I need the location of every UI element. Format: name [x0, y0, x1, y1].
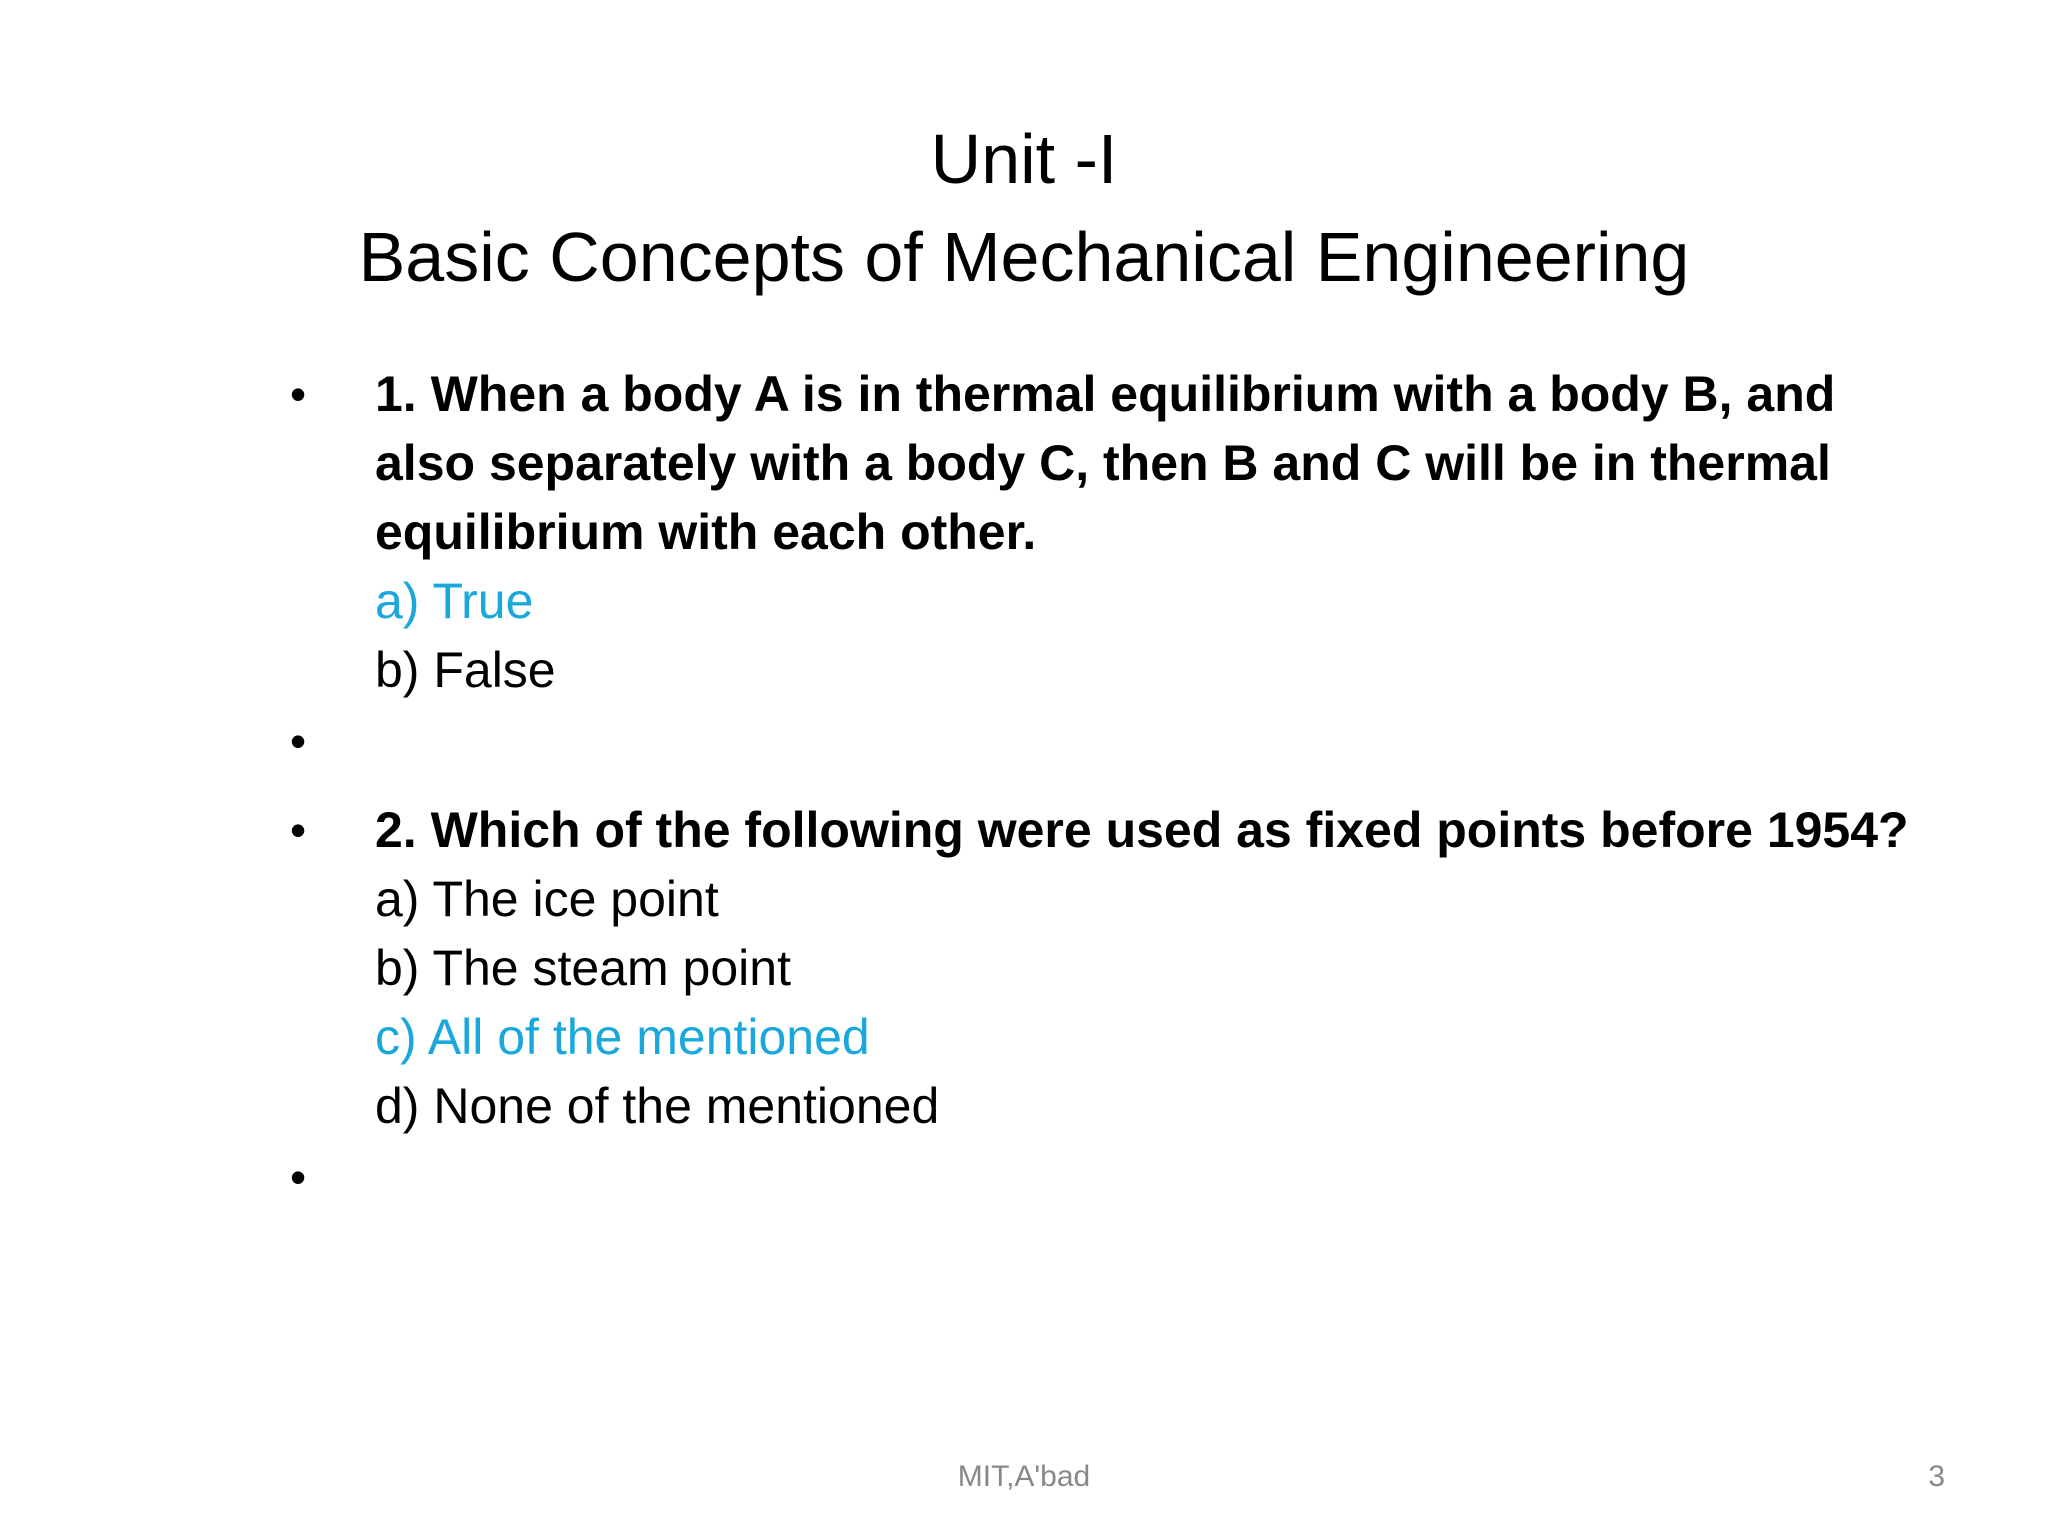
- title-line-topic: Basic Concepts of Mechanical Engineering: [358, 218, 1690, 296]
- empty-bullet-2: [290, 1143, 1910, 1212]
- bullet-icon: •: [290, 368, 307, 420]
- question-2-text: 2. Which of the following were used as fixed points before 1954?: [375, 802, 1909, 858]
- question-2: [290, 796, 1910, 1141]
- question-1-option-b: b) False: [375, 642, 556, 698]
- slide-body: [290, 360, 1910, 1212]
- bullet-icon: •: [290, 804, 307, 856]
- footer-text: MIT,A'bad: [957, 1460, 1091, 1493]
- question-2-option-a: a) The ice point: [375, 871, 719, 927]
- bullet-icon: •: [290, 715, 307, 767]
- title-line-unit: Unit -I: [930, 120, 1118, 198]
- slide-title: [0, 110, 2048, 306]
- question-2-option-c: c) All of the mentioned: [375, 1009, 870, 1065]
- question-1-option-a: a) True: [375, 573, 534, 629]
- question-2-option-d: d) None of the mentioned: [375, 1078, 940, 1134]
- bullet-icon: •: [290, 1151, 307, 1203]
- question-2-option-b: b) The steam point: [375, 940, 791, 996]
- empty-bullet-1: [290, 707, 1910, 776]
- page-number: 3: [1928, 1460, 1945, 1493]
- question-1: [290, 360, 1910, 705]
- question-1-text: 1. When a body A is in thermal equilibrium with a body B, and also separately with a body C, then B and C will be in thermal equilibrium with each other.: [375, 366, 1836, 560]
